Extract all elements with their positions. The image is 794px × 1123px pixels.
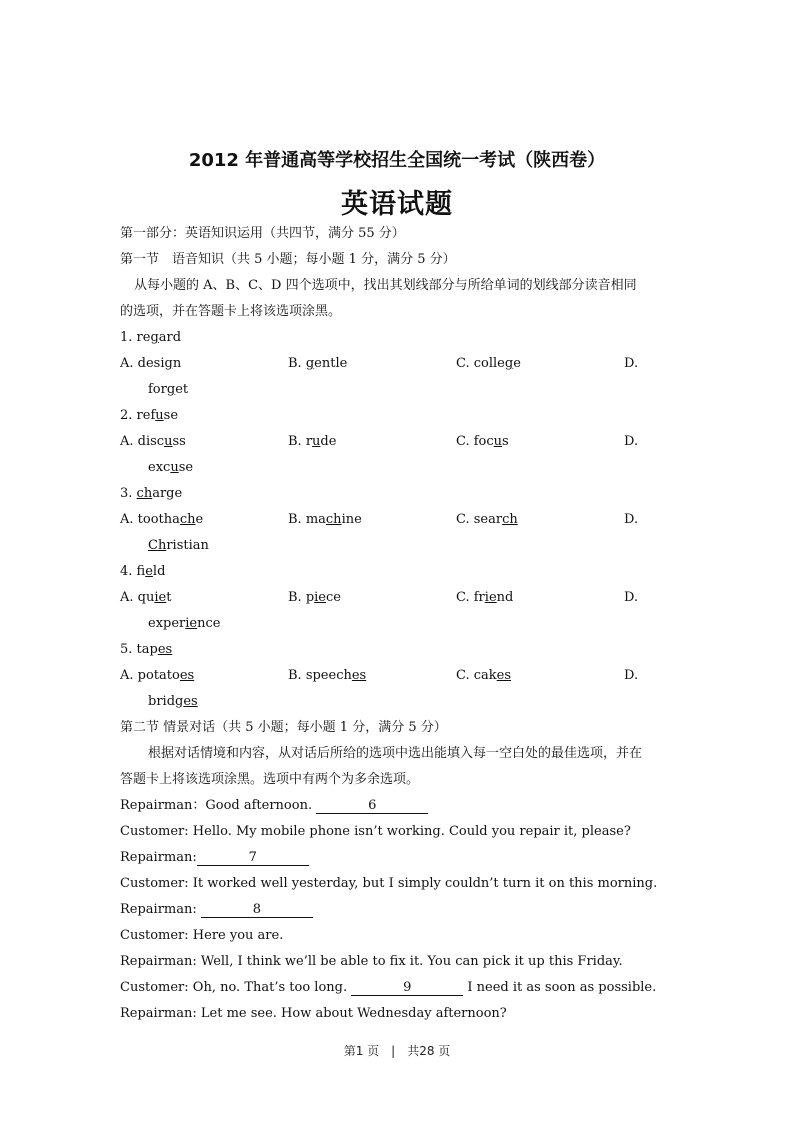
question-word: 5. tapes: [120, 642, 173, 657]
dialogue-line: Customer: Oh, no. That’s too long. 9 I need it as soon as possible.: [120, 980, 657, 995]
option-b: B. speeches: [288, 668, 367, 683]
dialogue-line: Customer: Hello. My mobile phone isn’t working. Could you repair it, please?: [120, 824, 631, 839]
option-c: C. search: [456, 512, 518, 527]
option-c: C. focus: [456, 434, 509, 449]
answer-blank[interactable]: 8: [201, 902, 313, 918]
question-word: 3. charge: [120, 486, 183, 501]
option-d-label: D.: [624, 512, 639, 527]
option-d: experience: [148, 616, 221, 631]
dialogue-line: Repairman: Well, I think we’ll be able to fix it. You can pick it up this Friday.: [120, 954, 623, 969]
part1-heading: 第一部分：英语知识运用（共四节，满分 55 分）: [120, 226, 405, 241]
option-a: A. toothache: [120, 512, 204, 527]
option-a: A. potatoes: [120, 668, 195, 683]
option-d: bridges: [148, 694, 198, 709]
option-c: C. cakes: [456, 668, 512, 683]
dialogue-line: Repairman：Good afternoon. 6: [120, 797, 428, 815]
section2-heading: 第二节 情景对话（共 5 小题；每小题 1 分，满分 5 分）: [120, 720, 447, 735]
question-word: 2. refuse: [120, 408, 179, 423]
option-d: excuse: [148, 460, 194, 475]
option-d-label: D.: [624, 668, 639, 683]
section2-instruction-line1: 根据对话情境和内容，从对话后所给的选项中选出能填入每一空白处的最佳选项，并在: [148, 746, 643, 761]
option-b: B. machine: [288, 512, 362, 527]
option-c: C. college: [456, 356, 521, 371]
option-d: Christian: [148, 538, 209, 553]
option-a: A. quiet: [120, 590, 172, 605]
option-b: B. rude: [288, 434, 337, 449]
option-b: B. gentle: [288, 356, 348, 371]
option-c: C. friend: [456, 590, 514, 605]
exam-subtitle: 英语试题: [341, 189, 453, 220]
question-word: 4. field: [120, 564, 166, 579]
dialogue-line: Customer: Here you are.: [120, 928, 284, 943]
option-d-label: D.: [624, 434, 639, 449]
option-a: A. discuss: [120, 434, 186, 449]
option-d-label: D.: [624, 590, 639, 605]
section1-heading: 第一节 语音知识（共 5 小题；每小题 1 分，满分 5 分）: [120, 252, 456, 267]
option-b: B. piece: [288, 590, 341, 605]
option-d: forget: [148, 382, 189, 397]
question-word: 1. regard: [120, 330, 182, 345]
dialogue-line: Repairman: Let me see. How about Wednesday afternoon?: [120, 1006, 507, 1021]
page-footer: 第1 页 | 共28 页: [343, 1044, 451, 1058]
section1-instruction-line1: 从每小题的 A、B、C、D 四个选项中，找出其划线部分与所给单词的划线部分读音相同: [134, 278, 637, 293]
dialogue-line: Customer: It worked well yesterday, but I simply couldn’t turn it on this morning.: [120, 876, 658, 891]
section1-instruction-line2: 的选项，并在答题卡上将该选项涂黑。: [120, 304, 342, 319]
answer-blank[interactable]: 6: [316, 798, 428, 814]
answer-blank[interactable]: 7: [197, 850, 309, 866]
answer-blank[interactable]: 9: [351, 980, 463, 996]
option-a: A. design: [120, 356, 182, 371]
exam-title: 2012 年普通高等学校招生全国统一考试（陕西卷）: [188, 150, 606, 171]
dialogue-line: Repairman: 7: [120, 849, 309, 867]
option-d-label: D.: [624, 356, 639, 371]
dialogue-line: Repairman: 8: [120, 901, 313, 919]
section2-instruction-line2: 答题卡上将该选项涂黑。选项中有两个为多余选项。: [120, 772, 420, 787]
